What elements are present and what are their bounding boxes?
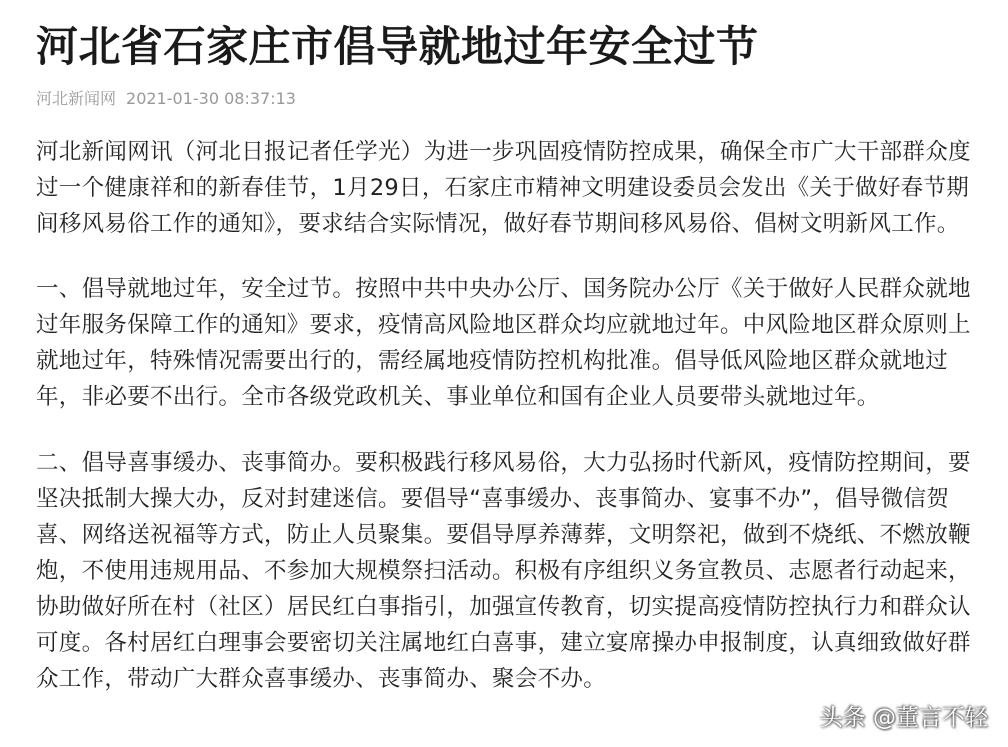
article-date: 2021-01-30 08:37:13: [126, 89, 296, 108]
article-meta: [36, 88, 976, 110]
paragraph-line: 过一个健康祥和的新春佳节，1月29日，石家庄市精神文明建设委员会发出《关于做好春节期: [36, 175, 970, 201]
paragraph-line: 过年服务保障工作的通知》要求，疫情高风险地区群众均应就地过年。中风险地区群众原则上: [36, 312, 971, 338]
paragraph-intro: [36, 134, 976, 242]
article: [36, 0, 976, 697]
paragraph-section-two: [36, 445, 976, 697]
watermark: 头条 @董言不轻: [819, 705, 988, 731]
article-title: 河北省石家庄市倡导就地过年安全过节: [36, 22, 759, 71]
paragraph-line: 众工作，带动广大群众喜事缓办、丧事简办、聚会不办。: [36, 666, 607, 692]
paragraph-line: 年，非必要不出行。全市各级党政机关、事业单位和国有企业人员要带头就地过年。: [36, 384, 880, 410]
paragraph-line: 间移风易俗工作的通知》，要求结合实际情况，做好春节期间移风易俗、倡树文明新风工作。: [36, 211, 960, 237]
paragraph-line: 炮，不使用违规用品、不参加大规模祭扫活动。积极有序组织义务宣教员、志愿者行动起来，: [36, 558, 971, 584]
paragraph-line: 可度。各村居红白理事会要密切关注属地红白喜事，建立宴席操办申报制度，认真细致做好群: [36, 630, 971, 656]
paragraph-line: 喜、网络送祝福等方式，防止人员聚集。要倡导厚养薄葬，文明祭祀，做到不烧纸、不燃放鞭: [36, 522, 971, 548]
paragraph-section-one: [36, 271, 976, 415]
paragraph-line: 一、倡导就地过年，安全过节。按照中共中央办公厅、国务院办公厅《关于做好人民群众就地: [36, 276, 971, 302]
paragraph-line: 坚决抵制大操大办，反对封建迷信。要倡导“喜事缓办、丧事简办、宴事不办”，倡导微信贺: [36, 486, 950, 512]
paragraph-line: 二、倡导喜事缓办、丧事简办。要积极践行移风易俗，大力弘扬时代新风，疫情防控期间，要: [36, 450, 971, 476]
paragraph-line: 协助做好所在村（社区）居民红白事指引，加强宣传教育，切实提高疫情防控执行力和群众认: [36, 594, 971, 620]
paragraph-line: 河北新闻网讯（河北日报记者任学光）为进一步巩固疫情防控成果，确保全市广大干部群众度: [36, 139, 971, 165]
article-source[interactable]: 河北新闻网: [36, 89, 117, 108]
paragraph-line: 就地过年，特殊情况需要出行的，需经属地疫情防控机构批准。倡导低风险地区群众就地过: [36, 348, 949, 374]
